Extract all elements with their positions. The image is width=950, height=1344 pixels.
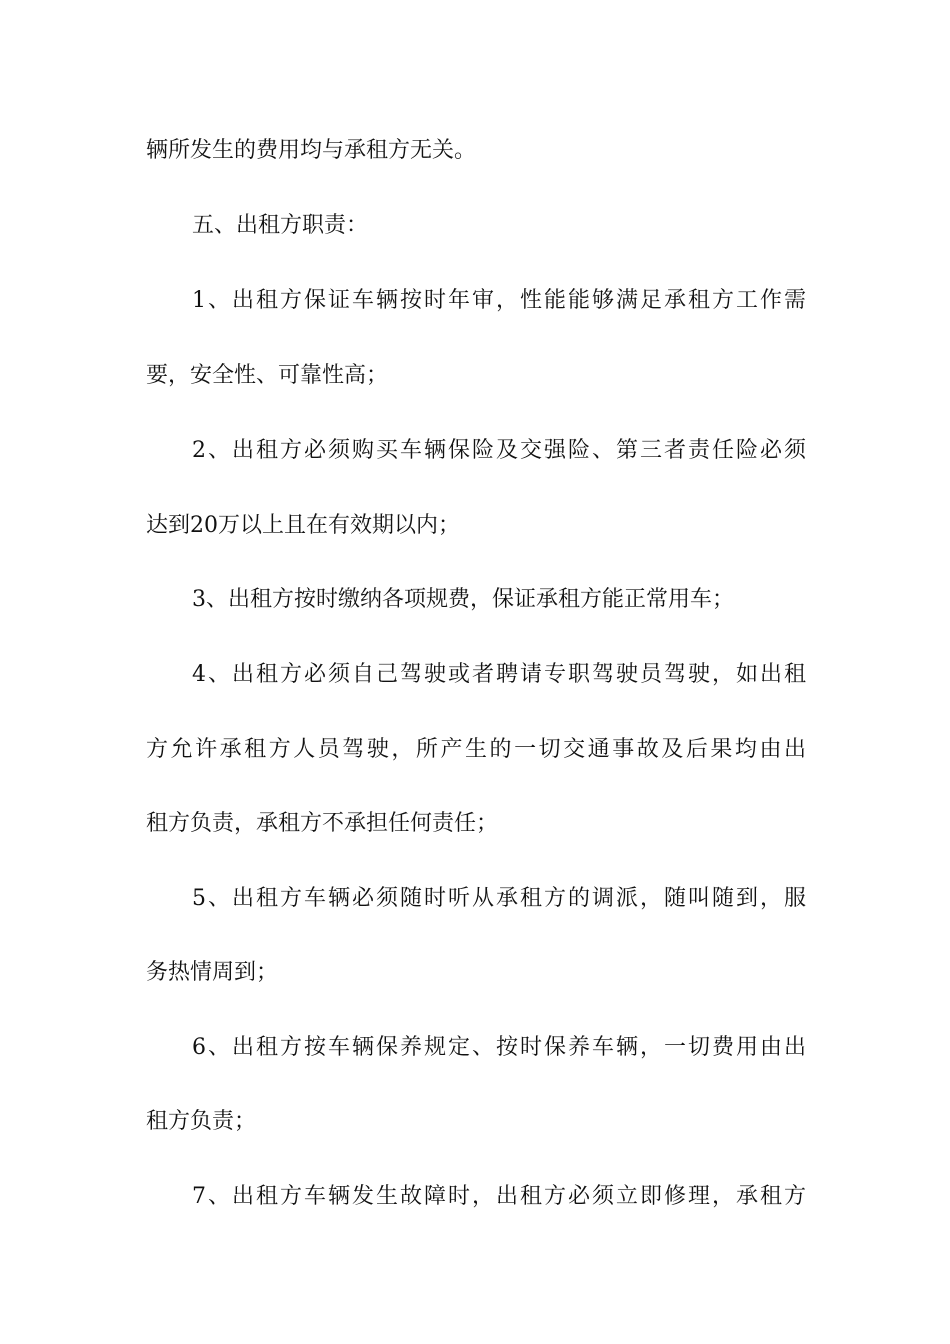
paragraph-line: 2、出租方必须购买车辆保险及交强险、第三者责任险必须	[192, 438, 806, 463]
paragraph-line: 务热情周到；	[146, 960, 279, 985]
paragraph-line: 租方负责，承租方不承担任何责任；	[146, 811, 499, 836]
paragraph-line: 方允许承租方人员驾驶，所产生的一切交通事故及后果均由出	[146, 737, 806, 762]
paragraph-line: 1、出租方保证车辆按时年审，性能能够满足承租方工作需	[192, 288, 806, 313]
paragraph-line: 4、出租方必须自己驾驶或者聘请专职驾驶员驾驶，如出租	[192, 662, 806, 687]
paragraph-line: 达到20万以上且在有效期以内；	[146, 513, 460, 538]
section-heading: 五、出租方职责：	[192, 213, 369, 238]
paragraph-line: 7、出租方车辆发生故障时，出租方必须立即修理，承租方	[192, 1184, 806, 1209]
paragraph-line: 3、出租方按时缴纳各项规费，保证承租方能正常用车；	[192, 587, 734, 612]
paragraph-line: 租方负责；	[146, 1109, 257, 1134]
paragraph-line: 辆所发生的费用均与承租方无关。	[146, 138, 477, 163]
paragraph-line: 要，安全性、可靠性高；	[146, 363, 389, 388]
paragraph-line: 6、出租方按车辆保养规定、按时保养车辆，一切费用由出	[192, 1035, 806, 1060]
paragraph-line: 5、出租方车辆必须随时听从承租方的调派，随叫随到，服	[192, 886, 806, 911]
